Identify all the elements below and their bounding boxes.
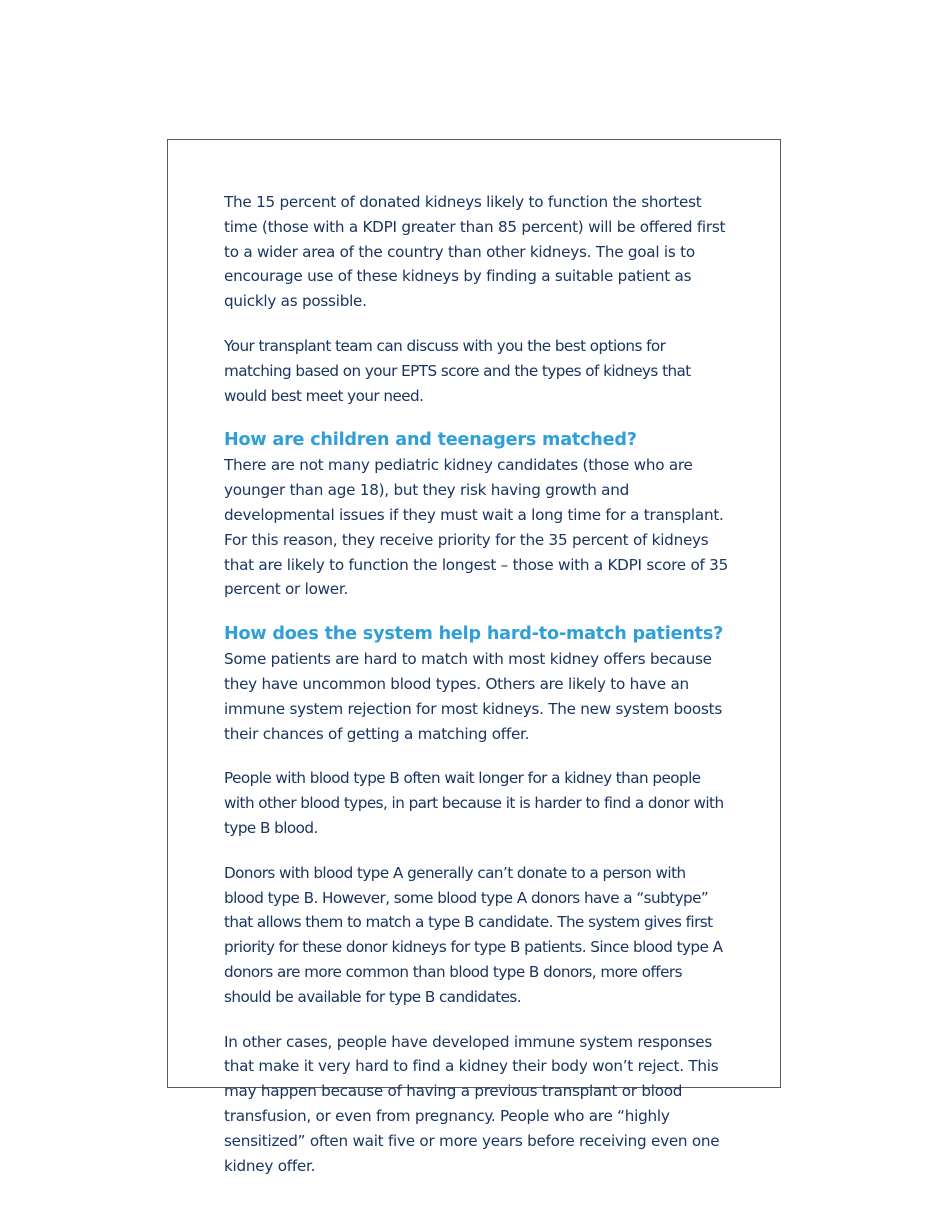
paragraph-uncommon-blood-types: Some patients are hard to match with most kidney offers because they have uncommon blood types. Others are likely to have an immune system rejection for most kidneys. The new system boosts their chances of getting a matching offer. bbox=[224, 650, 723, 743]
paragraph-pediatric: There are not many pediatric kidney candidates (those who are younger than age 18), but they risk having growth and developmental issues if they must wait a long time for a transplant. For this reason, they receive priority for the 35 percent of kidneys that are likely to function the longest – those with a KDPI score of 35 percent or lower. bbox=[224, 456, 729, 599]
paragraph-subtype-donors: Donors with blood type A generally can’t donate to a person with blood type B. However, some blood type A donors have a “subtype” that allows them to match a type B candidate. The system gives first priority for these donor kidneys for type B patients. Since blood type A donors are more common than blood type B donors, more offers should be available for type B candidates. bbox=[224, 863, 723, 1006]
heading-children-teenagers: How are children and teenagers matched? bbox=[224, 430, 637, 451]
page-content bbox=[224, 190, 729, 1198]
heading-hard-to-match: How does the system help hard-to-match patients? bbox=[224, 624, 724, 645]
paragraph-transplant-team: Your transplant team can discuss with you the best options for matching based on your EPTS score and the types of kidneys that would best meet your need. bbox=[224, 336, 691, 405]
paragraph-kdpi-high: The 15 percent of donated kidneys likely to function the shortest time (those with a KDPI greater than 85 percent) will be offered first to a wider area of the country than other kidneys. The goal is to encourage use of these kidneys by finding a suitable patient as quickly as possible. bbox=[224, 193, 726, 311]
document-page bbox=[167, 139, 781, 1175]
paragraph-blood-type-b: People with blood type B often wait longer for a kidney than people with other blood types, in part because it is harder to find a donor with type B blood. bbox=[224, 769, 724, 837]
paragraph-highly-sensitized: In other cases, people have developed immune system responses that make it very hard to find a kidney their body won’t reject. This may happen because of having a previous transplant or blood transfusion, or even from pregnancy. People who are “highly sensitized” often wait five or more years before receiving even one kidney offer. bbox=[224, 1032, 720, 1175]
